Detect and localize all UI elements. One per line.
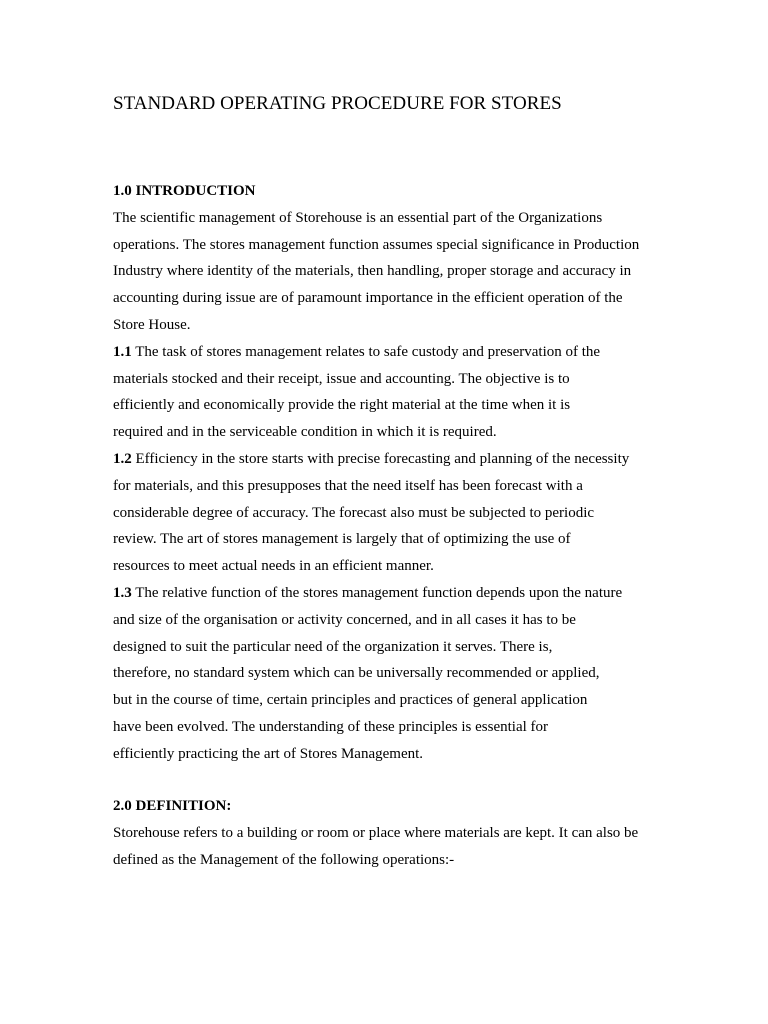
paragraph-line: defined as the Management of the following operations:- (113, 851, 455, 868)
paragraph-line: The scientific management of Storehouse is an essential part of the Organizations (113, 209, 603, 226)
subsection-1-2-first-line (113, 446, 639, 473)
section-heading: 2.0 DEFINITION: (113, 798, 232, 814)
paragraph-line: and size of the organisation or activity concerned, and in all cases it has to be (113, 611, 576, 628)
subsection-1-1-first-line (113, 339, 639, 366)
subsection-number: 1.1 (113, 343, 132, 360)
paragraph-line: for materials, and this presupposes that the need itself has been forecast with a (113, 477, 583, 494)
section-definition (113, 793, 638, 873)
document-title: STANDARD OPERATING PROCEDURE FOR STORES (113, 93, 562, 114)
subsection-text: The task of stores management relates to safe custody and preservation of the (131, 343, 601, 360)
paragraph-line: considerable degree of accuracy. The forecast also must be subjected to periodic (113, 504, 595, 521)
subsection-number: 1.2 (113, 450, 132, 467)
paragraph-line: but in the course of time, certain principles and practices of general application (113, 692, 588, 709)
paragraph-line: Store House. (113, 316, 191, 333)
paragraph-line: have been evolved. The understanding of these principles is essential for (113, 718, 549, 735)
paragraph-line: therefore, no standard system which can be universally recommended or applied, (113, 665, 600, 682)
paragraph-line: Industry where identity of the materials, then handling, proper storage and accuracy in (113, 263, 632, 280)
paragraph-line: accounting during issue are of paramount importance in the efficient operation of the (113, 290, 623, 307)
paragraph-line: operations. The stores management function assumes special significance in Production (113, 236, 640, 253)
subsection-text: Efficiency in the store starts with precise forecasting and planning of the necessity (131, 450, 630, 467)
subsection-text: The relative function of the stores management function depends upon the nature (131, 584, 623, 601)
section-heading: 1.0 INTRODUCTION (113, 183, 256, 199)
paragraph-line: Storehouse refers to a building or room or place where materials are kept. It can also be (113, 824, 639, 841)
paragraph-line: resources to meet actual needs in an efficient manner. (113, 558, 434, 575)
paragraph-line: efficiently and economically provide the right material at the time when it is (113, 397, 571, 414)
section-introduction (113, 178, 639, 768)
subsection-number: 1.3 (113, 584, 132, 601)
paragraph-line: designed to suit the particular need of the organization it serves. There is, (113, 638, 553, 655)
subsection-1-3-first-line (113, 580, 639, 607)
paragraph-line: efficiently practicing the art of Stores Management. (113, 745, 424, 762)
paragraph-line: materials stocked and their receipt, issue and accounting. The objective is to (113, 370, 570, 387)
paragraph-line: review. The art of stores management is largely that of optimizing the use of (113, 531, 571, 548)
paragraph-line: required and in the serviceable condition in which it is required. (113, 424, 497, 441)
